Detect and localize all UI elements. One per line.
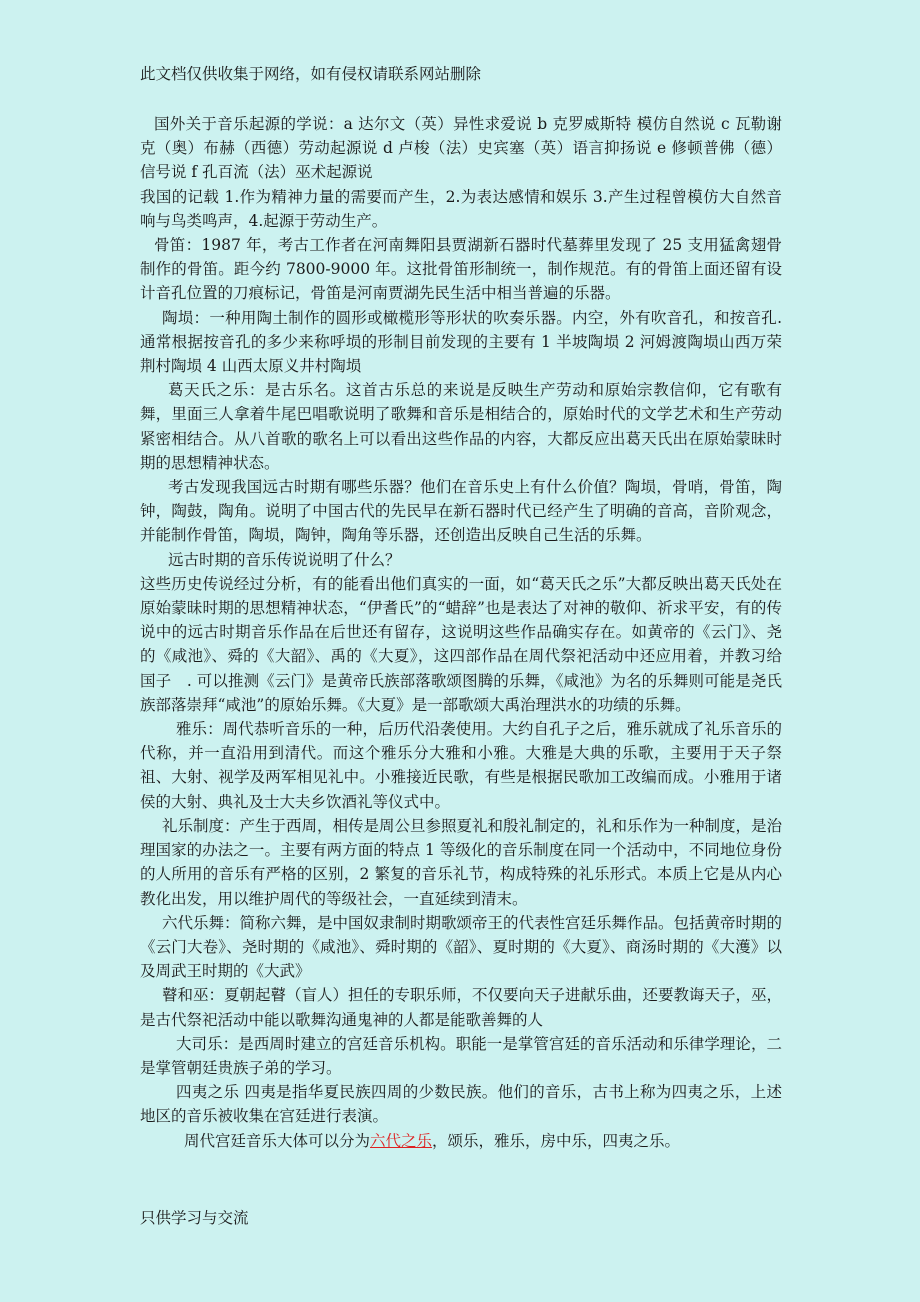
paragraph: 考古发现我国远古时期有哪些乐器？他们在音乐史上有什么价值？陶埙，骨哨，骨笛，陶钟，陶鼓，陶角。说明了中国古代的先民早在新石器时代已经产生了明确的音高，音阶观念，并能制作骨笛，陶埙，陶钟，陶角等乐器，还创造出反映自己生活的乐舞。 [140, 478, 782, 545]
paragraph: 远古时期的音乐传说说明了什么？ [168, 550, 401, 569]
paragraph: 葛天氏之乐：是古乐名。这首古乐总的来说是反映生产劳动和原始宗教信仰，它有歌有舞，里面三人拿着牛尾巴唱歌说明了歌舞和音乐是相结合的，原始时代的文学艺术和生产劳动紧密相结合。从八首歌的歌名上可以看出这些作品的内容，大都反应出葛天氏出在原始蒙昧时期的思想精神状态。 [140, 381, 782, 472]
paragraph: 陶埙：一种用陶土制作的圆形或橄榄形等形状的吹奏乐器。内空，外有吹音孔，和按音孔.通常根据按音孔的多少来称呼埙的形制目前发现的主要有 1 半坡陶埙 2 河姆渡陶埙山西万荣荆村陶埙 4 山西太原义井村陶埙 [140, 308, 782, 376]
paragraph: 雅乐：周代恭听音乐的一种，后历代沿袭使用。大约自孔子之后，雅乐就成了礼乐音乐的代称，并一直沿用到清代。而这个雅乐分大雅和小雅。大雅是大典的乐歌，主要用于天子祭祖、大射、视学及两军相见礼中。小雅接近民歌，有些是根据民歌加工改编而成。小雅用于诸侯的大射、典礼及士大夫乡饮酒礼等仪式中。 [140, 720, 782, 811]
paragraph: 我国的记载 1.作为精神力量的需要而产生，2.为表达感情和娱乐 3.产生过程曾模仿大自然音响与鸟类鸣声，4.起源于劳动生产。 [140, 187, 782, 230]
paragraph: 大司乐：是西周时建立的宫廷音乐机构。职能一是掌管宫廷的音乐活动和乐律学理论，二是掌管朝廷贵族子弟的学习。 [140, 1034, 782, 1077]
paragraph: 四夷之乐 四夷是指华夏民族四周的少数民族。他们的音乐，古书上称为四夷之乐，上述地区的音乐被收集在宫廷进行表演。 [140, 1083, 782, 1126]
paragraph-prefix: 周代宫廷音乐大体可以分为 [184, 1131, 371, 1150]
paragraph: 这些历史传说经过分析，有的能看出他们真实的一面，如“葛天氏之乐”大都反映出葛天氏处在原始蒙昧时期的思想精神状态，“伊耆氏”的“蜡辞”也是表达了对神的敬仰、祈求平安，有的传说中的远古时期音乐作品在后世还有留存，这说明这些作品确实存在。如黄帝的《云门》、尧的《咸池》、舜的《大韶》、禹的《大夏》，这四部作品在周代祭祀活动中还应用着，并教习给国子 . 可以推测《云门》是黄帝氏族部落歌颂图腾的乐舞，《咸池》为名的乐舞则可能是尧氏族部落崇拜“咸池”的原始乐舞。《大夏》是一部歌颂大禹治理洪水的功绩的乐舞。 [140, 574, 782, 714]
paragraph: 国外关于音乐起源的学说：a 达尔文（英）异性求爱说 b 克罗威斯特 模仿自然说 c 瓦勒谢克（奥）布赫（西德）劳动起源说 d 卢梭（法）史宾塞（英）语言抑扬说 e 修顿普佛（德）信号说 f 孔百流（法）巫术起源说 [140, 115, 782, 182]
paragraph: 六代乐舞：简称六舞，是中国奴隶制时期歌颂帝王的代表性宫廷乐舞作品。包括黄帝时期的《云门大卷》、尧时期的《咸池》、舜时期的《韶》、夏时期的《大夏》、商汤时期的《大濩》以及周武王时期的《大武》 [140, 913, 783, 981]
highlighted-link-text[interactable]: 六代之乐 [370, 1131, 433, 1150]
paragraph-suffix: ，颂乐，雅乐，房中乐，四夷之乐。 [432, 1131, 681, 1150]
paragraph: 礼乐制度：产生于西周，相传是周公旦参照夏礼和殷礼制定的，礼和乐作为一种制度，是治理国家的办法之一。主要有两方面的特点 1 等级化的音乐制度在同一个活动中，不同地位身份的人所用的音乐有严格的区别，2 繁复的音乐礼节，构成特殊的礼乐形式。本质上它是从内心教化出发，用以维护周代的等级社会，一直延续到清末。 [140, 816, 783, 908]
document-body [140, 112, 782, 1153]
paragraph: 骨笛：1987 年，考古工作者在河南舞阳县贾湖新石器时代墓葬里发现了 25 支用猛禽翅骨制作的骨笛。距今约 7800-9000 年。这批骨笛形制统一，制作规范。有的骨笛上面还留有设计音孔位置的刀痕标记，骨笛是河南贾湖先民生活中相当普遍的乐器。 [140, 236, 782, 303]
page-header: 此文档仅供收集于网络，如有侵权请联系网站删除 [140, 65, 482, 83]
paragraph-last [140, 1129, 782, 1153]
paragraph: 瞽和巫：夏朝起瞽（盲人）担任的专职乐师，不仅要向天子进献乐曲，还要教诲天子，巫，是古代祭祀活动中能以歌舞沟通鬼神的人都是能歌善舞的人 [140, 986, 783, 1029]
page-footer: 只供学习与交流 [140, 1209, 249, 1227]
